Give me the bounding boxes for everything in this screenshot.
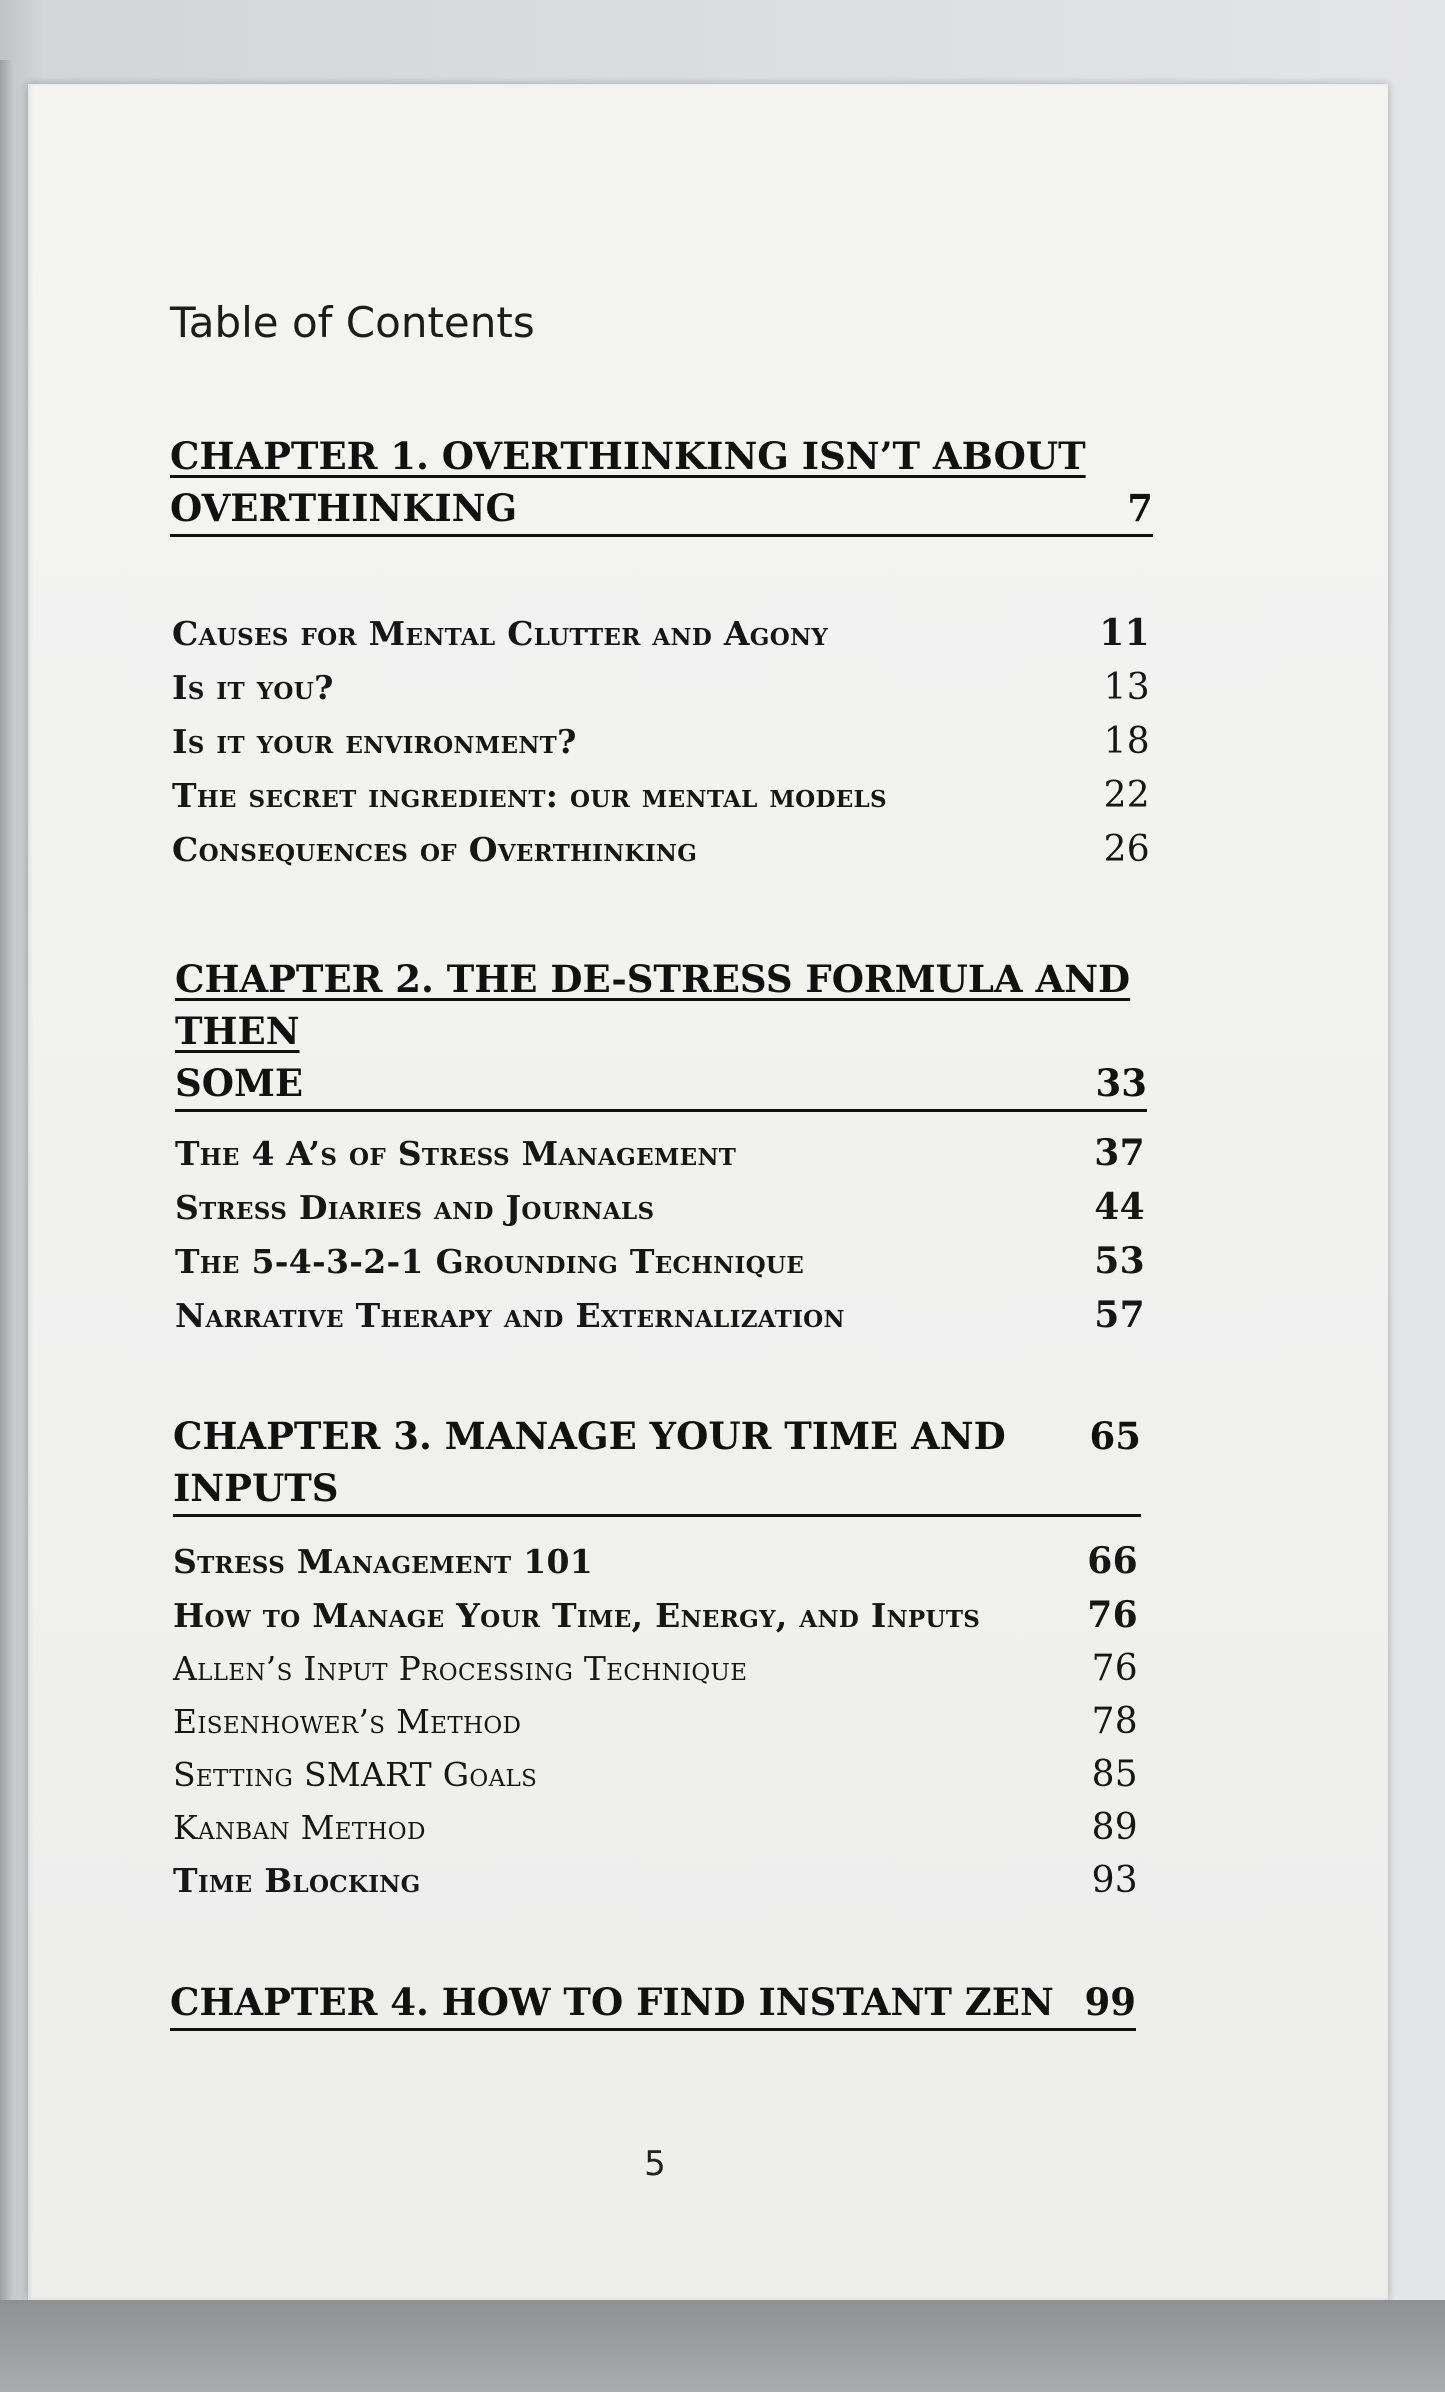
entry-page: 18 (1103, 721, 1150, 762)
entry-title: Causes for Mental Clutter and Agony (172, 614, 829, 653)
toc-title: Table of Contents (170, 298, 535, 347)
entry-title: The secret ingredient: our mental models (172, 776, 887, 815)
entry-page: 13 (1103, 667, 1150, 708)
entry-title: Setting SMART Goals (173, 1755, 538, 1794)
entry-title: Kanban Method (173, 1808, 426, 1847)
chapter-2-heading (175, 953, 1147, 1112)
entry-title: Time Blocking (173, 1861, 421, 1900)
chapter-4-heading (170, 1976, 1136, 2031)
chapter-2-title-line2: SOME (175, 1061, 304, 1105)
toc-entry (173, 1594, 1138, 1636)
entry-page: 76 (1091, 1648, 1138, 1689)
background-surface (0, 2300, 1445, 2392)
toc-entry (172, 829, 1150, 870)
entry-page: 11 (1099, 612, 1150, 654)
toc-entry (173, 1648, 1138, 1689)
toc-entry (173, 1807, 1138, 1848)
entry-page: 66 (1087, 1540, 1138, 1582)
entry-page: 37 (1094, 1132, 1145, 1174)
entry-page: 26 (1103, 829, 1150, 870)
toc-entry (172, 667, 1150, 708)
entry-title: Stress Diaries and Journals (175, 1188, 655, 1227)
entry-title: Is it your environment? (172, 722, 577, 761)
entry-page: 57 (1094, 1294, 1145, 1336)
toc-entry (172, 775, 1150, 816)
toc-entry (175, 1240, 1145, 1282)
entry-page: 78 (1091, 1701, 1138, 1742)
toc-entry (173, 1754, 1138, 1795)
chapter-2-title-line1: CHAPTER 2. THE DE-STRESS FORMULA AND THEN (175, 957, 1131, 1053)
entry-page: 89 (1091, 1807, 1138, 1848)
toc-entry (173, 1540, 1138, 1582)
entry-title: Is it you? (172, 668, 334, 707)
toc-entry (175, 1186, 1145, 1228)
entry-title: How to Manage Your Time, Energy, and Inputs (173, 1596, 981, 1635)
chapter-1-title-line1: CHAPTER 1. OVERTHINKING ISN’T ABOUT (170, 434, 1086, 478)
toc-entry (173, 1860, 1138, 1901)
toc-entry (175, 1132, 1145, 1174)
toc-entry (175, 1294, 1145, 1336)
toc-entry (172, 721, 1150, 762)
chapter-1-heading (170, 430, 1153, 537)
chapter-1-title-line2: OVERTHINKING (170, 486, 518, 530)
entry-title: Narrative Therapy and Externalization (175, 1296, 845, 1335)
chapter-4-page: 99 (1084, 1980, 1136, 2024)
toc-entry (172, 612, 1150, 654)
chapter-2-page: 33 (1095, 1061, 1147, 1105)
chapter-3-page: 65 (1089, 1414, 1141, 1458)
entry-title: Consequences of Overthinking (172, 830, 698, 869)
chapter-3-title: CHAPTER 3. MANAGE YOUR TIME AND INPUTS (173, 1414, 1006, 1510)
chapter-3-heading (173, 1410, 1141, 1517)
page-edge (0, 60, 14, 2300)
entry-title: Allen’s Input Processing Technique (173, 1649, 748, 1688)
entry-page: 85 (1091, 1754, 1138, 1795)
entry-page: 93 (1091, 1860, 1138, 1901)
toc-entry (173, 1701, 1138, 1742)
entry-title: The 5-4-3-2-1 Grounding Technique (175, 1242, 805, 1281)
entry-page: 76 (1087, 1594, 1138, 1636)
entry-page: 53 (1094, 1240, 1145, 1282)
entry-page: 44 (1094, 1186, 1145, 1228)
entry-title: Eisenhower’s Method (173, 1702, 522, 1741)
entry-title: The 4 A’s of Stress Management (175, 1134, 737, 1173)
chapter-4-title: CHAPTER 4. HOW TO FIND INSTANT ZEN (170, 1980, 1054, 2024)
page-number: 5 (644, 2144, 666, 2184)
entry-page: 22 (1103, 775, 1150, 816)
chapter-1-page: 7 (1127, 486, 1153, 530)
entry-title: Stress Management 101 (173, 1542, 594, 1581)
